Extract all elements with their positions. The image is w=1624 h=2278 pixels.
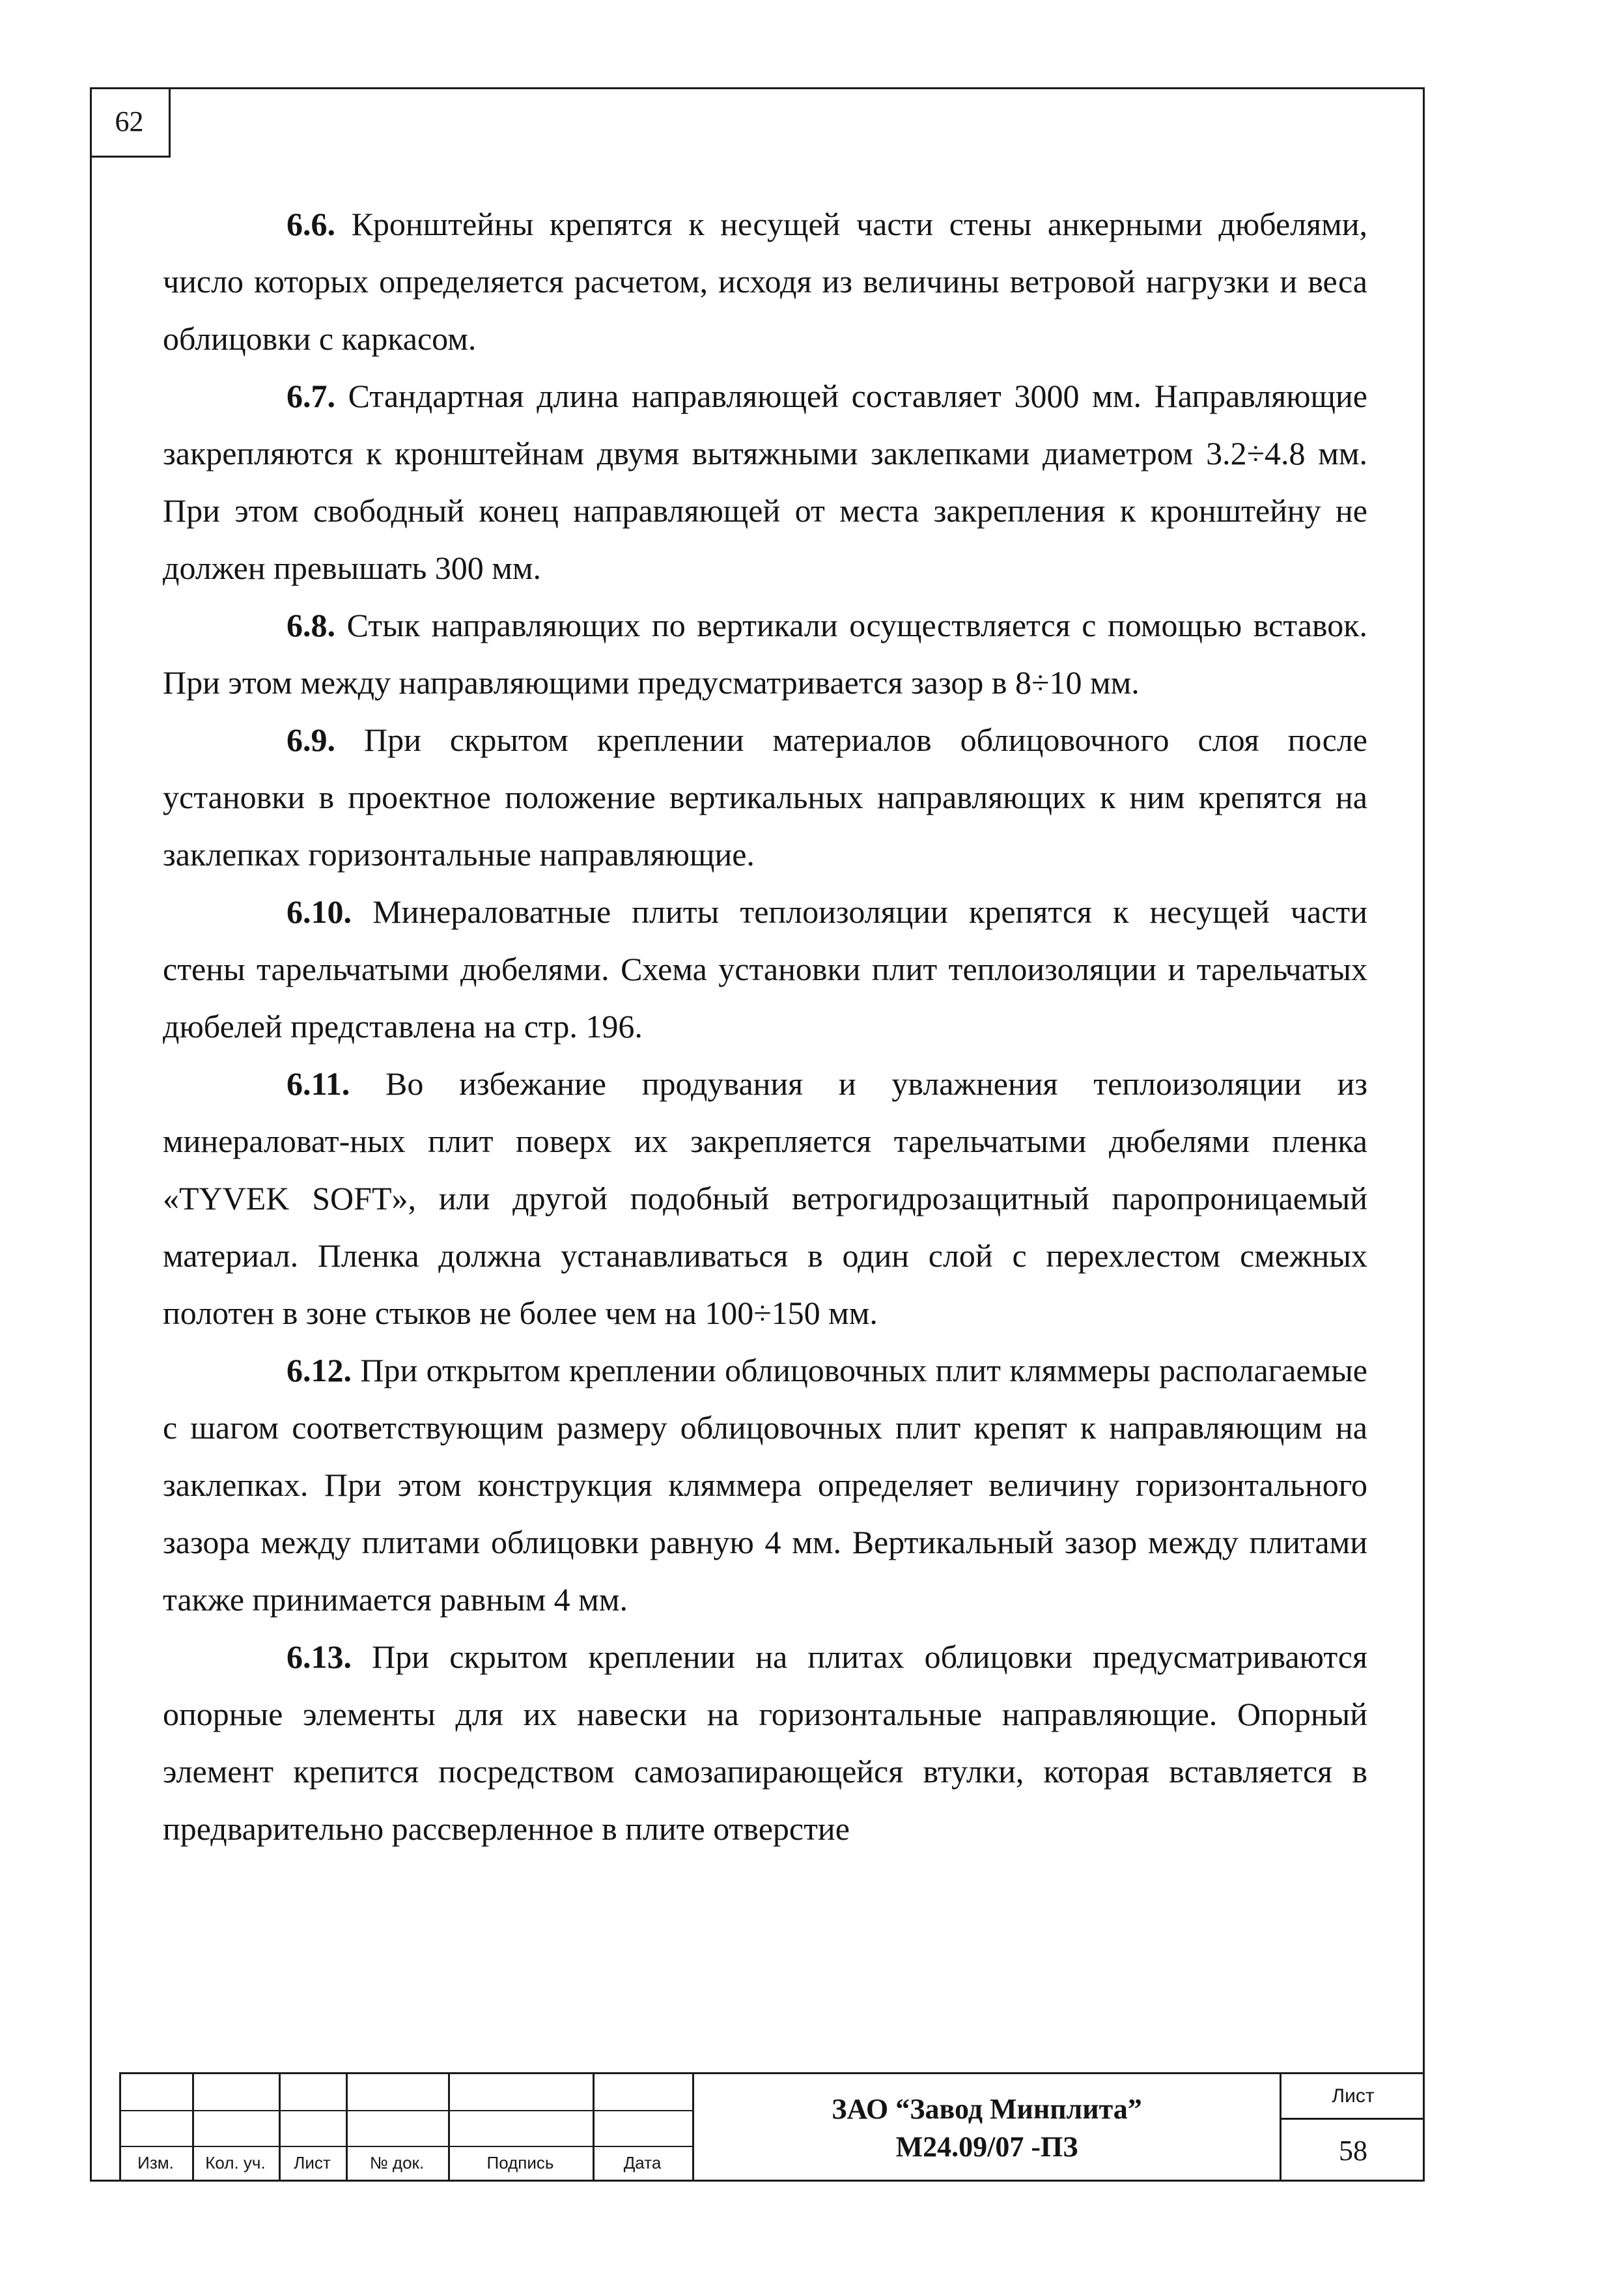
section-6-8 — [163, 597, 1367, 711]
label-list: Лист — [294, 2153, 331, 2173]
section-number: 6.7. — [287, 378, 335, 414]
sheet-number: 58 — [1339, 2135, 1367, 2167]
document-body — [163, 195, 1367, 1857]
title-block — [119, 2072, 1425, 2182]
section-text: При открытом креплении облицовочных плит кляммеры располагаемые с шагом соответствующим размеру облицовочных плит крепят к направляющим на заклепках. При этом конструкция кляммера определяет величину горизонтального зазора между плитами облицовки равную 4 мм. Вертикальный зазор между плитами также принимается равным 4 мм. — [163, 1352, 1367, 1618]
section-text: При скрытом креплении материалов облицовочного слоя после установки в проектное положение вертикальных направляющих к ним крепятся на заклепках горизонтальные направляющие. — [163, 722, 1367, 873]
section-number: 6.8. — [287, 607, 335, 643]
section-6-12 — [163, 1342, 1367, 1628]
label-date: Дата — [623, 2153, 662, 2173]
section-text: Минераловатные плиты теплоизоляции крепятся к несущей части стены тарельчатыми дюбелями. Схема установки плит теплоизоляции и тарельчатых дюбелей представлена на стр. 196. — [163, 893, 1367, 1045]
section-6-13 — [163, 1628, 1367, 1857]
section-text: Стандартная длина направляющей составляет 3000 мм. Направляющие закрепляются к кронштейнам двумя вытяжными заклепками диаметром 3.2÷4.8 мм. При этом свободный конец направляющей от места закрепления к кронштейну не должен превышать 300 мм. — [163, 378, 1367, 586]
section-number: 6.10. — [287, 893, 352, 930]
section-6-6 — [163, 195, 1367, 367]
section-number: 6.9. — [287, 722, 335, 758]
section-6-11 — [163, 1055, 1367, 1342]
grid-row-line — [119, 2146, 692, 2147]
section-6-9 — [163, 711, 1367, 883]
section-6-7 — [163, 367, 1367, 597]
revision-grid — [119, 2074, 692, 2182]
section-text: Во избежание продувания и увлажнения теплоизоляции из минераловат-ных плит поверх их закрепляется тарельчатыми дюбелями пленка «TYVEK SOFT», или другой подобный ветрогидрозащитный паропроницаемый материал. Пленка должна устанавливаться в один слой с перехлестом смежных полотен в зоне стыков не более чем на 100÷150 мм. — [163, 1065, 1367, 1331]
section-6-10 — [163, 883, 1367, 1055]
section-text: Стык направляющих по вертикали осуществляется с помощью вставок. При этом между направляющими предусматривается зазор в 8÷10 мм. — [163, 607, 1367, 701]
section-number: 6.11. — [287, 1065, 350, 1102]
document-code: М24.09/07 -ПЗ — [895, 2130, 1078, 2163]
corner-page-number — [90, 87, 171, 158]
label-kol-uch: Кол. уч. — [205, 2153, 266, 2173]
sheet-label: Лист — [1281, 2074, 1425, 2120]
label-signature: Подпись — [486, 2153, 554, 2173]
section-text: Кронштейны крепятся к несущей части стены анкерными дюбелями, число которых определяется расчетом, исходя из величины ветровой нагрузки и веса облицовки с каркасом. — [163, 206, 1367, 357]
label-izm: Изм. — [137, 2153, 174, 2173]
document-title-cell — [692, 2074, 1281, 2182]
label-doc-number: № док. — [369, 2153, 425, 2173]
section-text: При скрытом креплении на плитах облицовки предусматриваются опорные элементы для их навески на горизонтальные направляющие. Опорный элемент крепится посредством самозапирающейся втулки, которая вставляется в предварительно рассверленное в плите отверстие — [163, 1638, 1367, 1847]
company-name: ЗАО “Завод Минплита” — [832, 2092, 1142, 2125]
grid-row-line — [119, 2110, 692, 2111]
section-number: 6.12. — [287, 1352, 352, 1388]
section-number: 6.13. — [287, 1638, 352, 1675]
section-number: 6.6. — [287, 206, 335, 242]
corner-page-number-text: 62 — [115, 105, 144, 137]
